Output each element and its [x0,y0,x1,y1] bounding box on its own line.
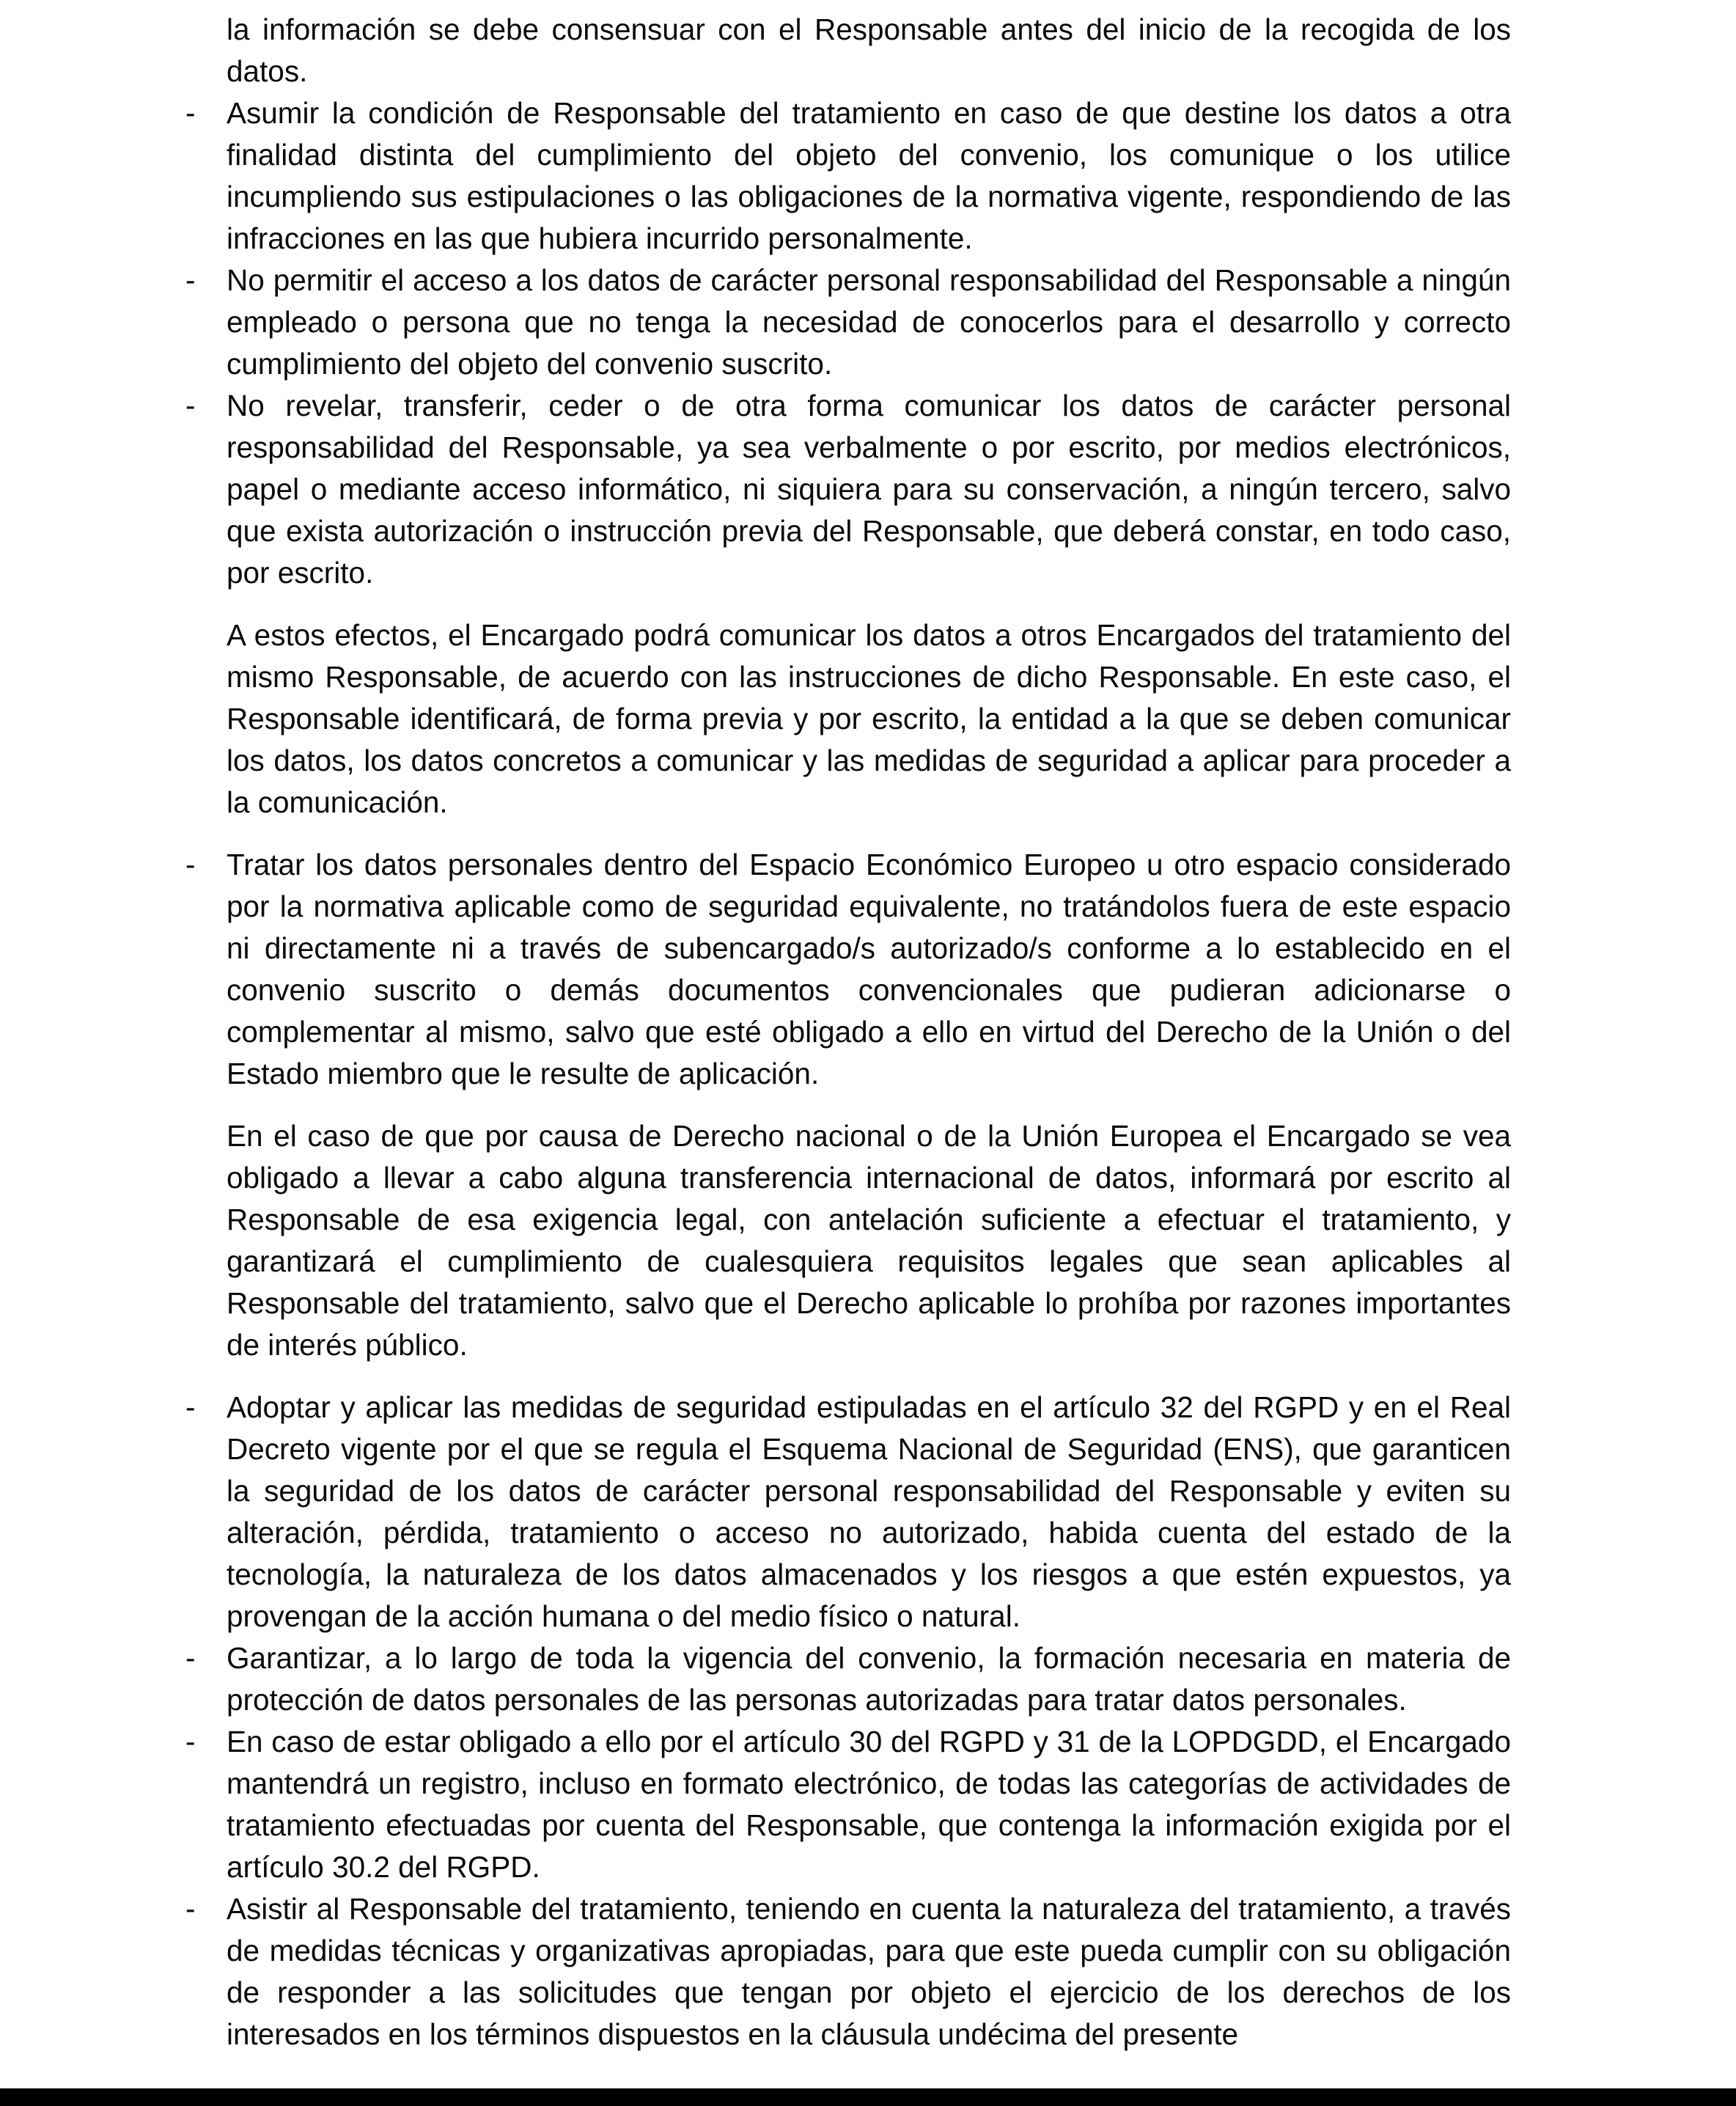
block-text: Garantizar, a lo largo de toda la vigencia del convenio, la formación necesaria en materia de protección de datos personales de las personas autorizadas para tratar datos personales. [227,1641,1511,1717]
list-item [185,92,1511,260]
bullet-dash: - [185,96,196,130]
paragraph [185,1115,1511,1366]
bullet-dash: - [185,848,196,881]
bullet-dash: - [185,1641,196,1675]
block-text: Asistir al Responsable del tratamiento, teniendo en cuenta la naturaleza del tratamiento, a través de medidas técnicas y organizativas apropiadas, para que este pueda cumplir con su obligación de responder a las solicitudes que tengan por objeto el ejercicio de los derechos de los interesados en los términos dispuestos en la cláusula undécima del presente [227,1892,1511,2051]
list-item [185,1721,1511,1888]
block-text: No permitir el acceso a los datos de carácter personal responsabilidad del Responsable a ningún empleado o persona que no tenga la necesidad de conocerlos para el desarrollo y correcto cumplimiento del objeto del convenio suscrito. [227,263,1511,381]
block-text: la información se debe consensuar con el Responsable antes del inicio de la recogida de los datos. [227,12,1511,88]
list-item [185,260,1511,385]
bullet-dash: - [185,263,196,297]
list-item [185,1387,1511,1637]
bullet-dash: - [185,389,196,422]
block-text: En el caso de que por causa de Derecho nacional o de la Unión Europea el Encargado se vea obligado a llevar a cabo alguna transferencia internacional de datos, informará por escrito al Responsable de esa exigencia legal, con antelación suficiente a efectuar el tratamiento, y garantizará el cumplimiento de cualesquiera requisitos legales que sean aplicables al Responsable del tratamiento, salvo que el Derecho aplicable lo prohíba por razones importantes de interés público. [227,1119,1511,1362]
block-text: A estos efectos, el Encargado podrá comunicar los datos a otros Encargados del tratamiento del mismo Responsable, de acuerdo con las instrucciones de dicho Responsable. En este caso, el Responsable identificará, de forma previa y por escrito, la entidad a la que se deben comunicar los datos, los datos concretos a comunicar y las medidas de seguridad a aplicar para proceder a la comunicación. [227,618,1511,819]
paragraph [185,9,1511,92]
block-text: Asumir la condición de Responsable del tratamiento en caso de que destine los datos a otra finalidad distinta del cumplimiento del objeto del convenio, los comunique o los utilice incumpliendo sus estipulaciones o las obligaciones de la normativa vigente, respondiendo de las infracciones en las que hubiera incurrido personalmente. [227,96,1511,255]
bullet-dash: - [185,1390,196,1424]
document-body [185,9,1511,2055]
block-text: No revelar, transferir, ceder o de otra forma comunicar los datos de carácter personal responsabilidad del Responsable, ya sea verbalmente o por escrito, por medios electrónicos, papel o mediante acceso informático, ni siquiera para su conservación, a ningún tercero, salvo que exista autorización o instrucción previa del Responsable, que deberá constar, en todo caso, por escrito. [227,389,1511,590]
list-item [185,385,1511,594]
block-text: En caso de estar obligado a ello por el artículo 30 del RGPD y 31 de la LOPDGDD, el Encargado mantendrá un registro, incluso en formato electrónico, de todas las categorías de actividades de tratamiento efectuadas por cuenta del Responsable, que contenga la información exigida por el artículo 30.2 del RGPD. [227,1725,1511,1884]
bullet-dash: - [185,1892,196,1926]
list-item [185,1637,1511,1721]
document-page [185,9,1511,2055]
paragraph [185,614,1511,823]
bullet-dash: - [185,1725,196,1758]
list-item [185,1888,1511,2055]
block-text: Adoptar y aplicar las medidas de seguridad estipuladas en el artículo 32 del RGPD y en el Real Decreto vigente por el que se regula el Esquema Nacional de Seguridad (ENS), que garanticen la seguridad de los datos de carácter personal responsabilidad del Responsable y eviten su alteración, pérdida, tratamiento o acceso no autorizado, habida cuenta del estado de la tecnología, la naturaleza de los datos almacenados y los riesgos a que estén expuestos, ya provengan de la acción humana o del medio físico o natural. [227,1390,1511,1633]
list-item [185,844,1511,1095]
bottom-black-bar [0,2088,1736,2106]
block-text: Tratar los datos personales dentro del Espacio Económico Europeo u otro espacio considerado por la normativa aplicable como de seguridad equivalente, no tratándolos fuera de este espacio ni directamente ni a través de subencargado/s autorizado/s conforme a lo establecido en el convenio suscrito o demás documentos convencionales que pudieran adicionarse o complementar al mismo, salvo que esté obligado a ello en virtud del Derecho de la Unión o del Estado miembro que le resulte de aplicación. [227,848,1511,1090]
